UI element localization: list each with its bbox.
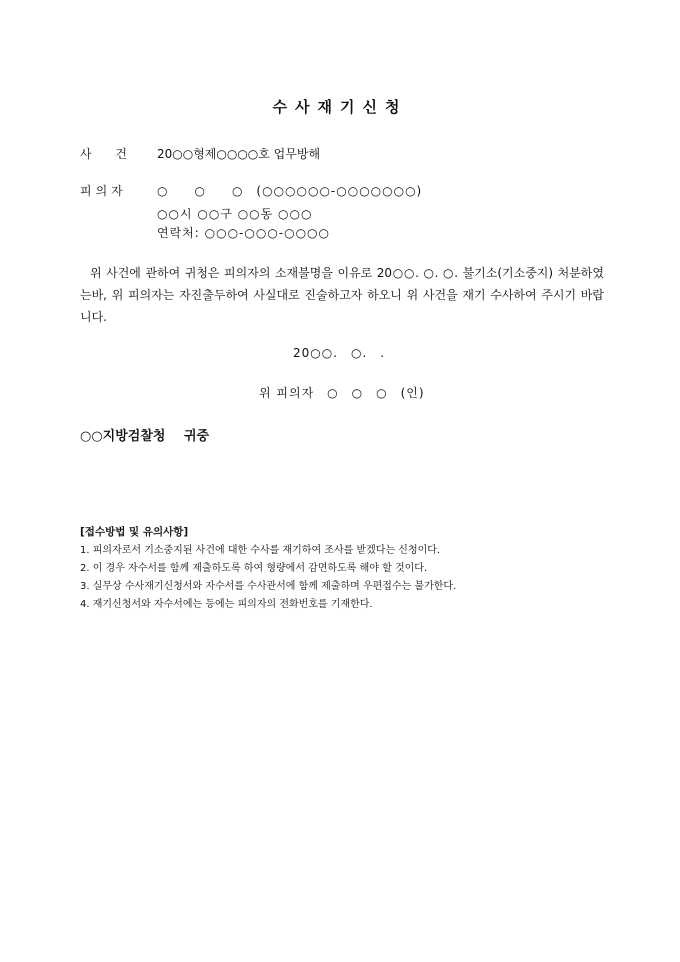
suspect-label: 피의자 [80, 184, 127, 198]
notes-title: [접수방법 및 유의사항] [80, 526, 189, 538]
suspect-name-id: ○ ○ ○ (○○○○○○-○○○○○○○) [157, 184, 423, 198]
suspect-phone: 연락처: ○○○-○○○-○○○○ [157, 226, 331, 240]
note-item: 2. 이 경우 자수서를 함께 제출하도록 하여 형량에서 감면하도록 해야 할 것이다. [80, 563, 428, 574]
case-value: 20○○형제○○○○호 업무방해 [157, 147, 321, 161]
suspect-address: ○○시 ○○구 ○○동 ○○○ [157, 207, 313, 221]
note-item: 3. 실무상 수사재기신청서와 자수서를 수사관서에 함께 제출하며 우편접수는 불가한다. [80, 581, 457, 592]
notes-list [80, 542, 456, 614]
case-label: 사 건 [80, 147, 127, 161]
note-item: 1. 피의자로서 기소중지된 사건에 대한 수사를 재기하여 조사를 받겠다는 신청이다. [80, 545, 441, 556]
document-title: 수사재기신청 [272, 98, 408, 116]
request-date: 20○○. ○. . [293, 346, 386, 360]
addressee: ○○지방검찰청 귀중 [80, 429, 210, 444]
note-item: 4. 재기신청서와 자수서에는 등에는 피의자의 전화번호를 기재한다. [80, 599, 373, 610]
signature-line: 위 피의자 ○ ○ ○ (인) [259, 386, 425, 400]
request-body: 위 사건에 관하여 귀청은 피의자의 소재불명을 이유로 20○○. ○. ○. 불기소(기소중지) 처분하였는바, 위 피의자는 자진출두하여 사실대로 진술하고자 하오니 위 사건을 재기 수사하여 주시기 바랍니다. [80, 266, 604, 324]
